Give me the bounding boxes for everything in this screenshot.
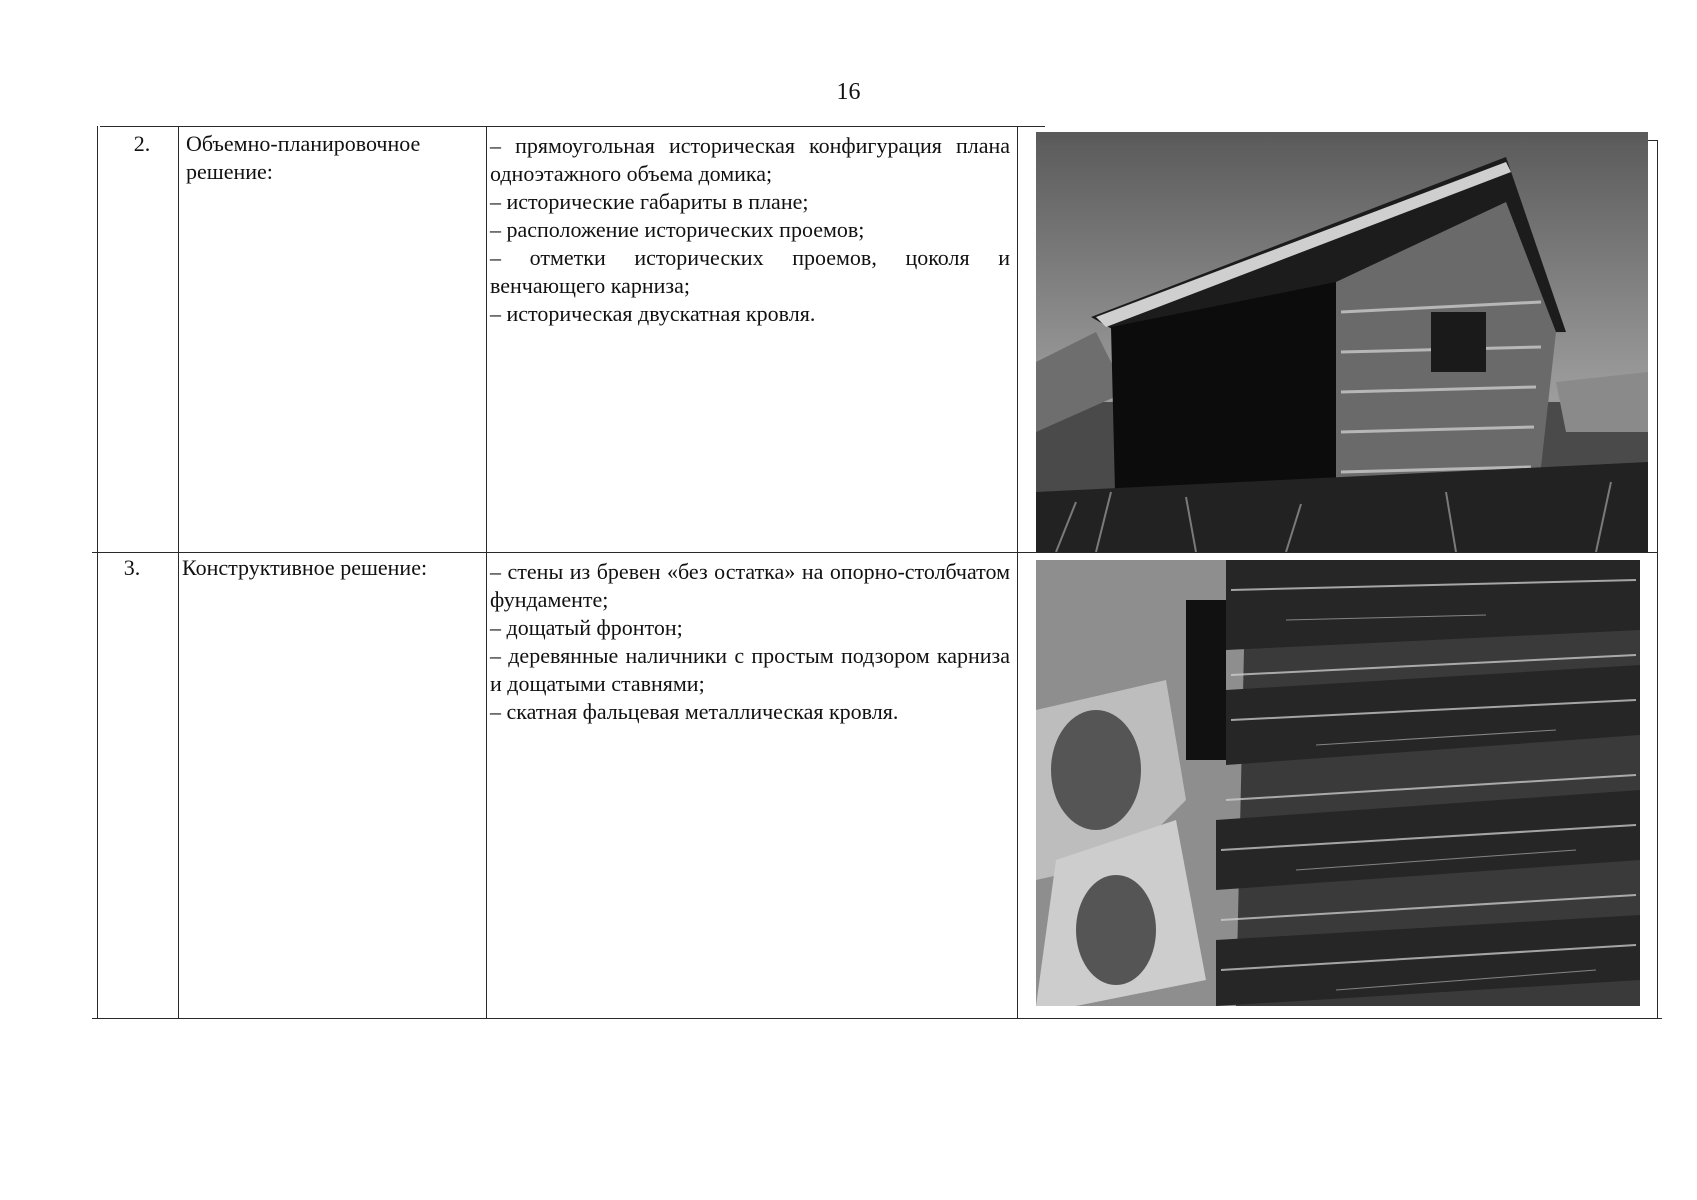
table-left-border xyxy=(97,126,98,1019)
list-item: – стены из бревен «без остатка» на опорно-столбчатом фундаменте; xyxy=(490,559,1010,612)
row-description xyxy=(490,132,1010,328)
list-item: – деревянные наличники с простым подзором карниза и дощатыми ставнями; xyxy=(490,643,1010,696)
row-number: 3. xyxy=(123,555,141,580)
table-top-border xyxy=(100,126,1045,127)
features-table xyxy=(92,126,1662,1030)
column-divider-2 xyxy=(486,126,487,1019)
house-exterior-photo xyxy=(1036,132,1648,552)
log-wall-corner-photo xyxy=(1036,560,1640,1006)
page-number: 16 xyxy=(836,79,861,105)
row-title: Конструктивное решение: xyxy=(182,555,428,580)
list-item: – скатная фальцевая металлическая кровля. xyxy=(490,699,899,724)
row-title: Объемно-планировочное решение: xyxy=(186,131,421,184)
list-item: – историческая двускатная кровля. xyxy=(490,301,816,326)
list-item: – отметки исторических проемов, цоколя и венчающего карниза; xyxy=(490,245,1010,298)
row-divider xyxy=(92,552,1657,553)
list-item: – исторические габариты в плане; xyxy=(490,189,809,214)
row-description xyxy=(490,558,1010,726)
list-item: – прямоугольная историческая конфигурация плана одноэтажного объема домика; xyxy=(490,133,1010,186)
column-divider-3 xyxy=(1017,126,1018,1019)
row-number: 2. xyxy=(133,131,151,156)
table-bottom-border xyxy=(92,1018,1662,1019)
column-divider-1 xyxy=(178,126,179,1019)
table-right-border xyxy=(1657,140,1658,1019)
list-item: – расположение исторических проемов; xyxy=(490,217,865,242)
list-item: – дощатый фронтон; xyxy=(490,615,683,640)
